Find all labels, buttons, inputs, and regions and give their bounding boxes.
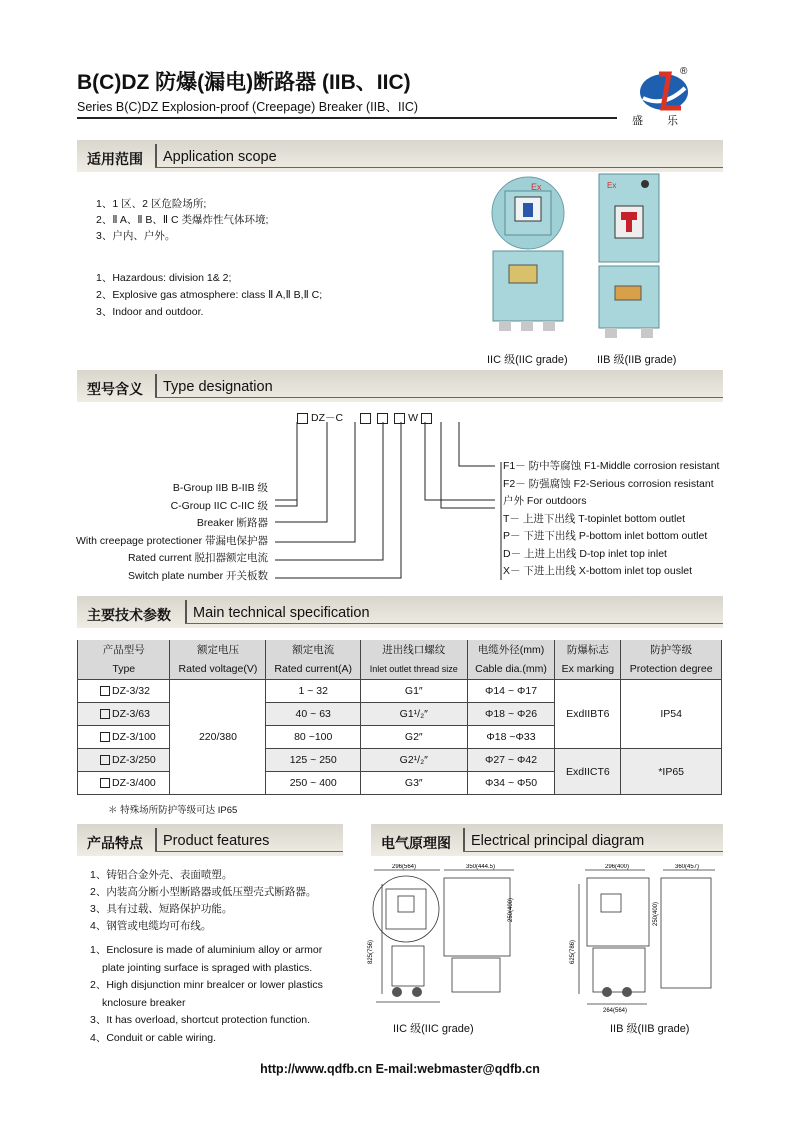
dim-label: 250(400) <box>508 897 514 922</box>
logo-text: 盛乐 <box>632 115 702 127</box>
iib-breaker-photo <box>595 172 663 340</box>
cell-ex-marking: ExdIICT6 <box>555 749 621 795</box>
label-item: Breaker 断路器 <box>196 517 268 529</box>
cell-current: 1 ~ 32 <box>266 680 361 703</box>
header-cell: 防护等级 <box>621 640 722 659</box>
header-cell: Rated current(A) <box>266 659 361 680</box>
section-en: Electrical principal diagram <box>471 833 645 849</box>
cell-cable: Φ18 ~Φ33 <box>467 726 555 749</box>
list-item: 3、户内、户外。 <box>96 230 176 242</box>
section-diagram <box>371 824 723 856</box>
cell-thread: G1″ <box>361 680 468 703</box>
label-item: D－ 上进上出线 D-top inlet top inlet <box>503 547 667 560</box>
header-cell: Ex marking <box>555 659 621 680</box>
cell-type: DZ-3/32 <box>112 685 150 697</box>
label-item: B-Group IIB B-IIB 级 <box>172 482 268 494</box>
section-en: Type designation <box>163 379 273 395</box>
designation-left-labels <box>70 480 268 585</box>
label-item: Switch plate number 开关板数 <box>127 569 268 582</box>
cell-thread: G2″ <box>361 726 468 749</box>
diagram-caption-iic: IIC 级(IIC grade) <box>393 1023 474 1035</box>
cell-cable: Φ18 ~ Φ26 <box>467 703 555 726</box>
header-cell: Inlet outlet thread size <box>361 659 468 680</box>
cell-type: DZ-3/100 <box>112 731 156 743</box>
label-item: X－ 下进上出线 X-bottom inlet top ouslet <box>503 565 693 577</box>
cell-protection: *IP65 <box>621 749 722 795</box>
header-cell: 额定电流 <box>266 640 361 659</box>
dim-label: 264(564) <box>603 1008 628 1014</box>
list-item: 1、Enclosure is made of aluminium alloy or armor <box>90 944 323 956</box>
dim-label: 296(564) <box>392 864 417 870</box>
photo-caption-iib: IIB 级(IIB grade) <box>597 354 677 366</box>
iib-diagram <box>565 864 725 1014</box>
list-item: 4、Conduit or cable wiring. <box>90 1031 217 1044</box>
designation-connectors <box>265 420 505 585</box>
dim-label: 825(756) <box>368 939 374 964</box>
list-item: 3、Indoor and outdoor. <box>96 306 204 318</box>
label-item: P－ 下进下出线 P-bottom inlet bottom outlet <box>503 530 708 542</box>
cell-cable: Φ34 ~ Φ50 <box>467 772 555 795</box>
section-spec <box>77 596 723 628</box>
page-subtitle: Series B(C)DZ Explosion-proof (Creepage) Breaker (IIB、IIC) <box>77 100 419 114</box>
list-item: 2、High disjunction minr brealcer or lower plastics <box>90 979 323 991</box>
table-header-row <box>78 640 722 659</box>
header-cell: 防爆标志 <box>555 640 621 659</box>
code-w: W <box>408 412 419 424</box>
cell-current: 40 ~ 63 <box>266 703 361 726</box>
photo-caption-iic: IIC 级(IIC grade) <box>487 354 568 366</box>
section-en: Application scope <box>163 149 277 165</box>
label-item: T－ 上进下出线 T-topinlet bottom outlet <box>503 512 686 525</box>
features-en-list <box>90 942 323 1047</box>
section-type <box>77 370 723 402</box>
list-item: 3、具有过载、短路保护功能。 <box>90 903 233 915</box>
list-item: 1、Hazardous: division 1& 2; <box>96 272 232 284</box>
list-item: 2、内装高分断小型断路器或低压塑壳式断路器。 <box>90 886 317 898</box>
cell-type: DZ-3/63 <box>112 708 150 720</box>
list-item: 2、Explosive gas atmosphere: class Ⅱ A,Ⅱ B,Ⅱ C; <box>96 289 323 301</box>
header-cell: 额定电压 <box>170 640 266 659</box>
section-cn: 主要技术参数 <box>87 607 171 623</box>
page-title: B(C)DZ 防爆(漏电)断路器 (IIB、IIC) <box>77 71 411 94</box>
cell-current: 125 ~ 250 <box>266 749 361 772</box>
table-note: ＊ 特殊场所防护等级可达 IP65 <box>108 805 238 816</box>
code-dzc: DZ－C <box>311 412 344 424</box>
label-item: C-Group IIC C-IIC 级 <box>170 499 268 512</box>
dim-label: 625(786) <box>570 939 576 964</box>
list-item: 4、钢管或电缆均可布线。 <box>90 920 212 932</box>
title-rule <box>77 117 617 119</box>
list-item: knclosure breaker <box>102 996 186 1009</box>
dim-label: 350(444.5) <box>466 864 496 870</box>
designation-right-labels <box>503 458 719 581</box>
registered-mark: ® <box>680 66 688 77</box>
cell-voltage: 220/380 <box>170 680 266 795</box>
cell-thread: G3″ <box>361 772 468 795</box>
label-item: 户外 For outdoors <box>503 495 587 507</box>
cell-current: 250 ~ 400 <box>266 772 361 795</box>
table-header-row <box>78 659 722 680</box>
cell-ex-marking: ExdIIBT6 <box>555 680 621 749</box>
list-item: 1、1 区、2 区危险场所; <box>96 198 207 210</box>
header-cell: Cable dia.(mm) <box>467 659 555 680</box>
dim-label: 360(457) <box>675 864 700 870</box>
section-features <box>77 824 343 856</box>
iic-breaker-photo <box>483 175 573 337</box>
list-item: 1、铸铝合金外壳、表面喷塑。 <box>90 869 233 881</box>
section-en: Main technical specification <box>193 605 370 621</box>
ex-mark: Ex <box>531 182 542 192</box>
header-cell: 产品型号 <box>78 640 170 659</box>
list-item: plate jointing surface is spraged with plastics. <box>102 961 313 974</box>
table-row <box>78 680 722 703</box>
cell-thread: G1¹/₂″ <box>361 703 468 726</box>
section-application <box>77 140 723 172</box>
list-item: 2、Ⅱ A、Ⅱ B、Ⅱ C 类爆炸性气体环境; <box>96 214 269 226</box>
application-cn-list <box>96 196 268 244</box>
diagram-caption-iib: IIB 级(IIB grade) <box>610 1023 690 1035</box>
label-item: F2－ 防强腐蚀 F2-Serious corrosion resistant <box>503 477 714 490</box>
features-cn-list <box>90 867 316 935</box>
section-cn: 电气原理图 <box>381 835 451 851</box>
cell-cable: Φ27 ~ Φ42 <box>467 749 555 772</box>
header-cell: Type <box>78 659 170 680</box>
section-cn: 适用范围 <box>87 151 143 167</box>
dim-label: 250(400) <box>653 901 659 926</box>
section-cn: 产品特点 <box>87 835 143 851</box>
section-en: Product features <box>163 833 270 849</box>
header-cell: 电缆外径(mm) <box>467 640 555 659</box>
cell-type: DZ-3/400 <box>112 777 156 789</box>
iic-diagram <box>362 864 522 1014</box>
footer-contact[interactable]: http://www.qdfb.cn E-mail:webmaster@qdfb.cn <box>260 1062 540 1076</box>
cell-thread: G2¹/₂″ <box>361 749 468 772</box>
application-en-list <box>96 270 322 321</box>
label-item: Rated current 脱扣器额定电流 <box>127 552 268 564</box>
dim-label: 296(400) <box>605 864 630 870</box>
header-cell: Rated voltage(V) <box>170 659 266 680</box>
header-cell: Protection degree <box>621 659 722 680</box>
label-item: With creepage protectioner 带漏电保护器 <box>76 534 268 547</box>
list-item: 3、It has overload, shortcut protection function. <box>90 1014 311 1026</box>
svg-text:Ex: Ex <box>607 181 617 190</box>
spec-table <box>77 640 722 795</box>
section-cn: 型号含义 <box>87 381 143 397</box>
label-item: F1－ 防中等腐蚀 F1-Middle corrosion resistant <box>503 460 720 472</box>
cell-cable: Φ14 ~ Φ17 <box>467 680 555 703</box>
cell-protection: IP54 <box>621 680 722 749</box>
cell-type: DZ-3/250 <box>112 754 156 766</box>
header-cell: 进出线口螺纹 <box>361 640 468 659</box>
cell-current: 80 ~100 <box>266 726 361 749</box>
